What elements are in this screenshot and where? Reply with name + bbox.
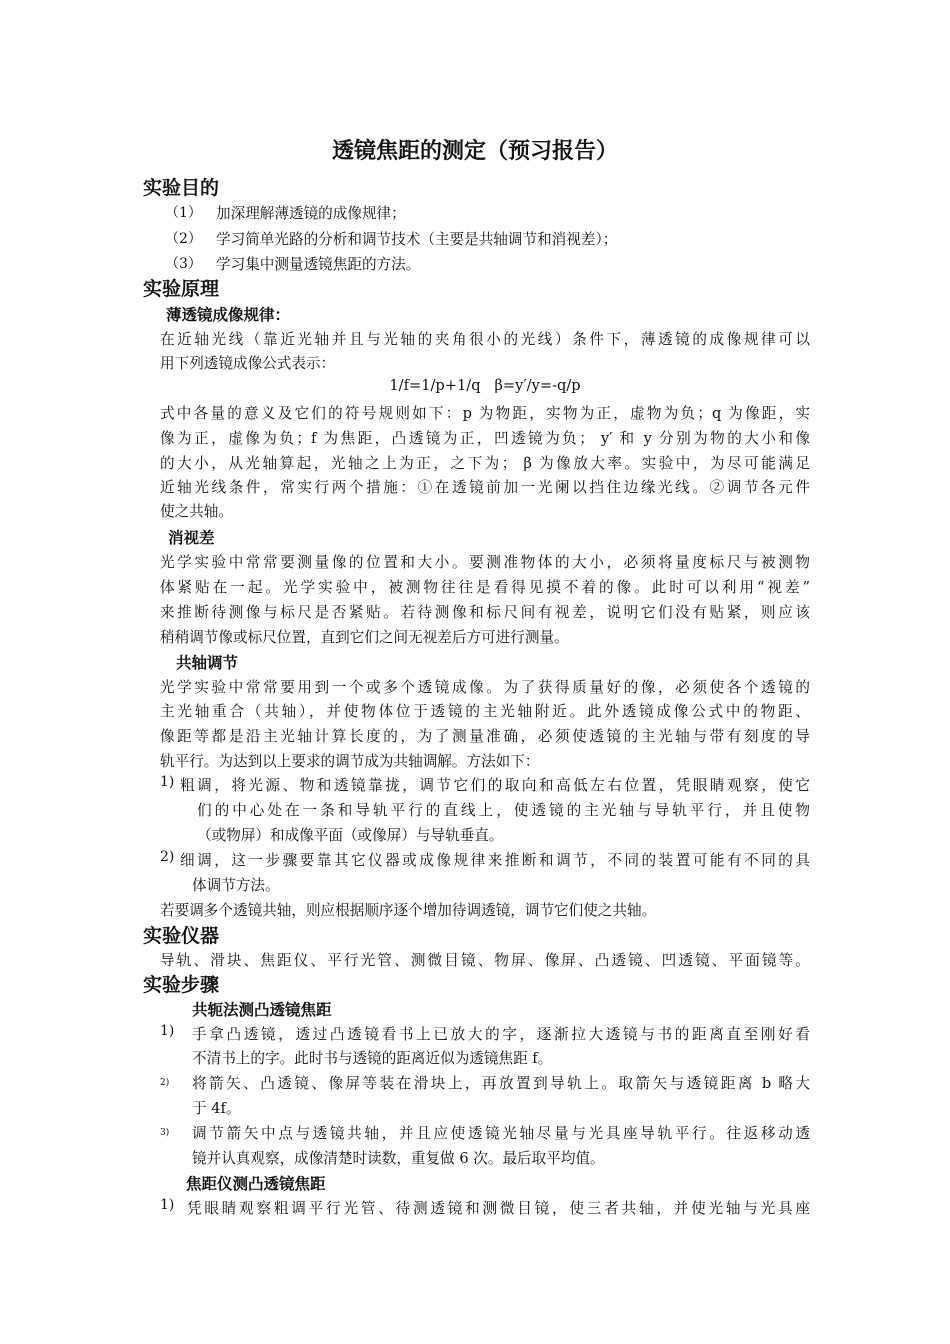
paragraph-line: 光学实验中常常要测量像的位置和大小。要测准物体的大小，必须将量度标尺与被测物 — [160, 554, 810, 571]
paragraph-line: 使之共轴。 — [160, 503, 233, 520]
paragraph-line: 若要调多个透镜共轴，则应根据顺序逐个增加待调透镜，调节它们使之共轴。 — [160, 902, 657, 919]
step-number: 1) — [160, 1023, 175, 1039]
paragraph-line: 式中各量的意义及它们的符号规则如下：p 为物距，实物为正，虚物为负；q 为像距，实 — [160, 405, 810, 422]
step-line: 们的中心处在一条和导轨平行的直线上，使透镜的主光轴与导轨平行，并且使物 — [197, 802, 810, 819]
paragraph-line: 像为正，虚像为负；f 为焦距，凸透镜为正，凹透镜为负； y′ 和 y 分别为物的大小和像 — [160, 430, 810, 447]
purpose-item-number: （3） — [165, 256, 202, 272]
step-line: 于 4f。 — [192, 1100, 241, 1117]
step-number: 1) — [160, 1197, 175, 1213]
subheading-focometer-method: 焦距仪测凸透镜焦距 — [186, 1175, 326, 1193]
paragraph-line: 的大小，从光轴算起，光轴之上为正，之下为； β 为像放大率。实验中，为尽可能满足 — [160, 455, 810, 472]
step-line: 体调节方法。 — [192, 877, 280, 894]
purpose-item-number: （2） — [165, 231, 202, 247]
step-number: 2) — [160, 1078, 170, 1088]
section-heading-purpose: 实验目的 — [143, 177, 220, 199]
purpose-item-text: 学习简单光路的分析和调节技术（主要是共轴调节和消视差）； — [216, 231, 618, 248]
paragraph-line: 光学实验中常常要用到一个或多个透镜成像。为了获得质量好的像，必须使各个透镜的 — [160, 679, 810, 696]
purpose-item-number: （1） — [165, 205, 202, 221]
step-line: 不清书上的字。此时书与透镜的距离近似为透镜焦距 f。 — [192, 1050, 553, 1067]
paragraph-line: 在近轴光线（靠近光轴并且与光轴的夹角很小的光线）条件下，薄透镜的成像规律可以 — [160, 331, 810, 348]
step-line: 调节箭矢中点与透镜共轴，并且应使透镜光轴尽量与光具座导轨平行。往返移动透 — [192, 1125, 810, 1142]
subheading-thin-lens: 薄透镜成像规律： — [166, 306, 291, 324]
paragraph-line: 体紧贴在一起。光学实验中，被测物往往是看得见摸不着的像。此时可以利用“视差” — [160, 579, 810, 596]
step-line: 镜并认真观察，成像清楚时读数，重复做 6 次。最后取平均值。 — [192, 1150, 605, 1167]
step-number: 1) — [160, 774, 175, 790]
document-title: 透镜焦距的测定（预习报告） — [331, 139, 618, 164]
paragraph-line: 用下列透镜成像公式表示： — [160, 355, 336, 372]
paragraph-line: 近轴光线条件，常实行两个措施：①在透镜前加一光阑以挡住边缘光线。②调节各元件 — [160, 479, 810, 496]
instruments-list: 导轨、滑块、焦距仪、平行光管、测微目镜、物屏、像屏、凸透镜、凹透镜、平面镜等。 — [160, 952, 810, 969]
step-line: 凭眼睛观察粗调平行光管、待测透镜和测微目镜，使三者共轴，并使光轴与光具座 — [187, 1200, 810, 1217]
purpose-item-text: 加深理解薄透镜的成像规律； — [216, 205, 406, 222]
subheading-coaxial: 共轴调节 — [176, 654, 239, 672]
step-line: 手拿凸透镜，透过凸透镜看书上已放大的字，逐渐拉大透镜与书的距离直至刚好看 — [192, 1026, 810, 1043]
step-number: 2) — [160, 849, 175, 865]
step-line: 粗调，将光源、物和透镜靠拢，调节它们的取向和高低左右位置，凭眼睛观察，使它 — [180, 777, 810, 794]
step-line: （或物屏）和成像平面（或像屏）与导轨垂直。 — [197, 827, 504, 844]
step-line: 将箭矢、凸透镜、像屏等装在滑块上，再放置到导轨上。取箭矢与透镜距离 b 略大 — [192, 1075, 810, 1092]
subheading-parallax: 消视差 — [168, 529, 215, 547]
section-heading-instruments: 实验仪器 — [143, 925, 220, 947]
paragraph-line: 像距等都是沿主光轴计算长度的，为了测量准确，必须使透镜的主光轴与带有刻度的导 — [160, 728, 810, 745]
lens-formula: 1/f=1/p+1/q β=y′/y=-q/p — [389, 377, 581, 394]
purpose-item-text: 学习集中测量透镜焦距的方法。 — [216, 256, 421, 273]
section-heading-principle: 实验原理 — [143, 278, 220, 300]
subheading-conjugate-method: 共轭法测凸透镜焦距 — [192, 1001, 332, 1019]
section-heading-steps: 实验步骤 — [143, 974, 220, 996]
paragraph-line: 稍稍调节像或标尺位置，直到它们之间无视差后方可进行测量。 — [160, 629, 569, 646]
paragraph-line: 来推断待测像与标尺是否紧贴。若待测像和标尺间有视差，说明它们没有贴紧，则应该 — [160, 604, 810, 621]
step-line: 细调，这一步骤要靠其它仪器或成像规律来推断和调节，不同的装置可能有不同的具 — [180, 852, 810, 869]
paragraph-line: 主光轴重合（共轴），并使物体位于透镜的主光轴附近。此外透镜成像公式中的物距、 — [160, 703, 810, 720]
paragraph-line: 轨平行。为达到以上要求的调节成为共轴调解。方法如下： — [160, 753, 540, 770]
step-number: 3) — [160, 1128, 170, 1138]
